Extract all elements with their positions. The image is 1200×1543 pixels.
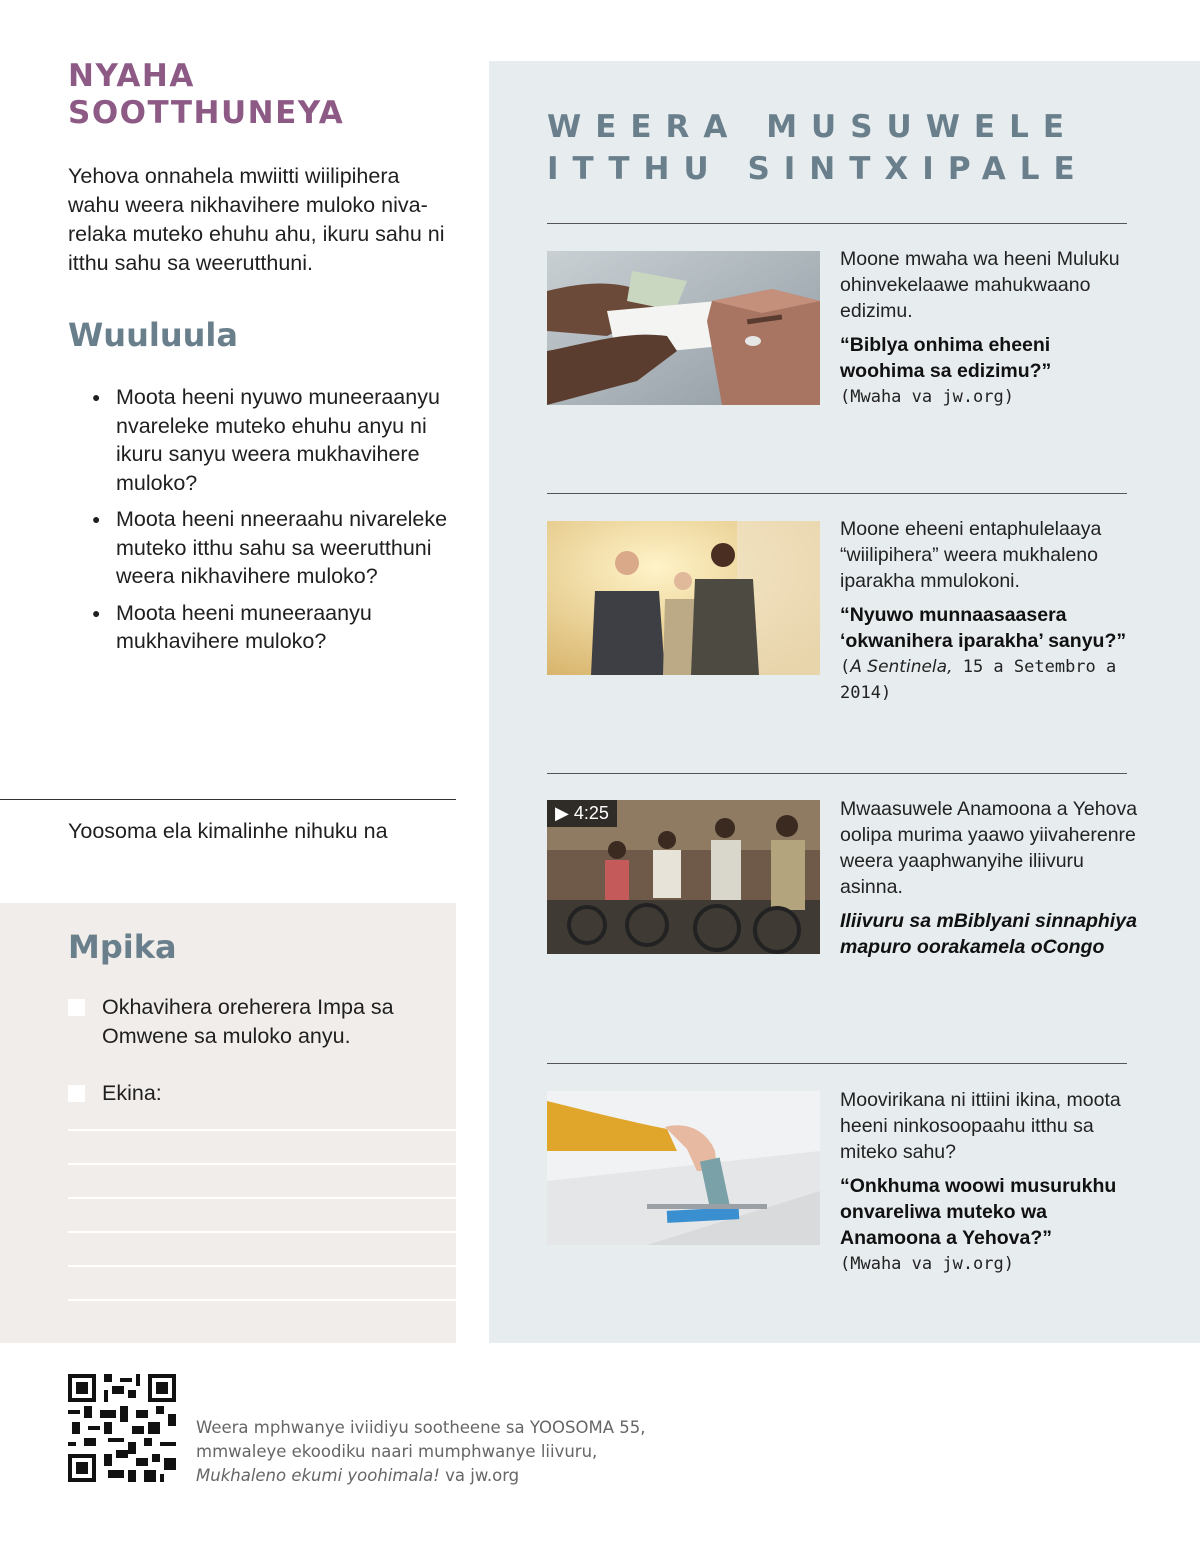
page-title — [68, 58, 448, 132]
question-list — [92, 383, 452, 664]
title-line-1: NYAHA — [68, 58, 195, 94]
divider — [0, 799, 456, 800]
card-link[interactable]: “Nyuwo munnaasaasera ‘okwanihera iparakha’ sanyu?” — [840, 604, 1127, 652]
footer-note — [196, 1416, 716, 1488]
elders-talking-image[interactable] — [547, 521, 820, 675]
card-source: (Mwaha va jw.org) — [840, 387, 1014, 407]
contribution-box-image[interactable] — [547, 1091, 820, 1245]
question-item: ● Moota heeni nneeraahu nivareleke muteko itthu sahu sa weerutthuni weera nikhavihere muloko? — [92, 505, 452, 591]
intro-paragraph: Yehova onnahela mwiitti wiilipihera wahu weera nikhavihere muloko nivarelaka muteko ehuhu ahu, ikuru sahu ni itthu sahu sa weerutthuni. — [68, 164, 445, 275]
video-duration-badge[interactable] — [547, 800, 617, 827]
source-date: 15 a Setembro a 2014) — [840, 657, 1117, 703]
resource-card — [840, 516, 1140, 706]
footer-site: va jw.org — [439, 1466, 520, 1485]
question-item: ● Moota heeni nyuwo muneeraanyu nvareleke muteko ehuhu anyu ni ikuru sanyu weera mukhavihere muloko? — [92, 383, 452, 497]
goal-box — [0, 903, 456, 1343]
card-source — [840, 654, 1140, 706]
panel-title-line-2: ITTHU SINTXIPALE — [547, 151, 1089, 187]
resource-card — [840, 796, 1140, 960]
question-item: ● Moota heeni muneeraanyu mukhavihere muloko? — [92, 599, 452, 656]
book-title-link[interactable]: Mukhaleno ekumi yoohimala! — [196, 1466, 440, 1485]
write-line[interactable] — [68, 1299, 456, 1301]
write-line[interactable] — [68, 1129, 456, 1131]
checkbox-icon[interactable] — [68, 999, 85, 1016]
video-duration: 4:25 — [573, 803, 609, 823]
write-line[interactable] — [68, 1265, 456, 1267]
card-description: Moone mwaha wa heeni Muluku ohinvekelaawe mahukwaano edizimu. — [840, 248, 1120, 322]
footer-line-3 — [196, 1464, 716, 1488]
panel-title-line-1: WEERA MUSUWELE — [547, 109, 1079, 145]
divider — [547, 493, 1127, 494]
panel-title — [547, 106, 1147, 190]
goal-heading: Mpika — [68, 928, 177, 966]
card-link[interactable]: “Biblya onhima eheeni woohima sa edizimu?” — [840, 334, 1052, 382]
write-line[interactable] — [68, 1163, 456, 1165]
qr-code-icon[interactable] — [68, 1374, 176, 1482]
goal-checkbox-item[interactable] — [68, 1079, 448, 1108]
donation-envelope-image[interactable] — [547, 251, 820, 405]
divider — [547, 223, 1127, 224]
write-line[interactable] — [68, 1197, 456, 1199]
study-completion-line: Yoosoma ela kimalinhe nihuku na — [68, 819, 388, 843]
card-description: Mwaasuwele Anamoona a Yehova oolipa murima yaawo yiivaherenre weera yaaphwanyihe iliivuru asinna. — [840, 798, 1138, 898]
card-link[interactable]: “Onkhuma woowi musurukhu onvareliwa muteko wa Anamoona a Yehova?” — [840, 1175, 1117, 1249]
goal-checkbox-item[interactable] — [68, 993, 448, 1051]
footer-line-1: Weera mphwanye iviidiyu sootheene sa YOOSOMA 55, — [196, 1418, 646, 1437]
goal-label: Ekina: — [102, 1081, 162, 1105]
write-line[interactable] — [68, 1231, 456, 1233]
goal-label: Okhavihera oreherera Impa sa Omwene sa muloko anyu. — [102, 995, 394, 1048]
resource-card — [840, 246, 1140, 410]
play-icon[interactable]: ▶ — [555, 803, 569, 823]
checkbox-icon[interactable] — [68, 1085, 85, 1102]
card-description: Moovirikana ni ittiini ikina, moota heeni ninkosoopaahu itthu sa miteko sahu? — [840, 1089, 1121, 1163]
questions-heading: Wuuluula — [68, 316, 238, 354]
divider — [547, 1063, 1127, 1064]
source-open: ( — [840, 657, 851, 677]
source-publication: A Sentinela, — [850, 657, 953, 677]
card-description: Moone eheeni entaphulelaaya “wiilipihera” weera mukhaleno iparakha mmulokoni. — [840, 518, 1102, 592]
footer-line-2: mmwaleye ekoodiku naari mumphwanye liivuru, — [196, 1442, 598, 1461]
divider — [547, 773, 1127, 774]
title-line-2: SOOTTHUNEYA — [68, 95, 345, 132]
resource-card — [840, 1087, 1140, 1277]
card-link[interactable]: Iliivuru sa mBiblyani sinnaphiya mapuro oorakamela oCongo — [840, 910, 1137, 958]
card-source: (Mwaha va jw.org) — [840, 1254, 1014, 1274]
